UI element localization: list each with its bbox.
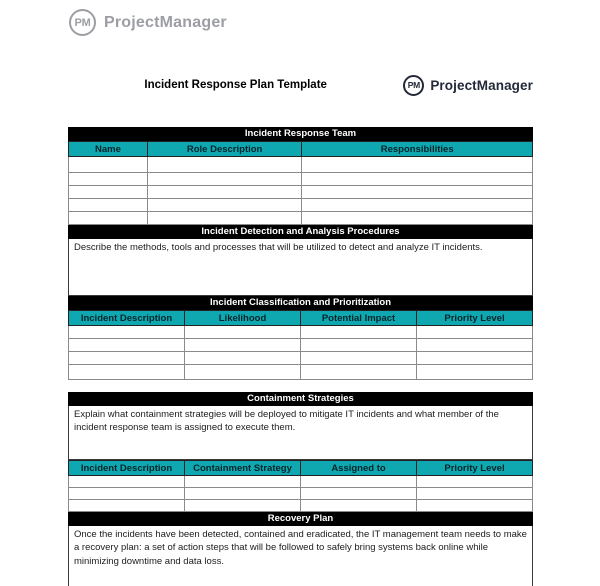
document-header [68,70,533,100]
table-row [69,212,533,225]
table-row [69,476,533,488]
table-cell[interactable] [185,500,301,512]
table-cell[interactable] [417,500,533,512]
detection-procedures-textbox[interactable] [68,239,533,296]
section-gap [68,380,533,392]
section-header-incident-response-team: Incident Response Team [68,127,533,141]
table-cell[interactable] [69,186,148,199]
containment-table-header-row [69,461,533,476]
pm-monogram-icon: PM [69,9,96,36]
header-logo [403,75,533,96]
table-row [69,500,533,512]
table-cell[interactable] [185,476,301,488]
table-cell[interactable] [417,339,533,352]
table-cell[interactable] [147,186,302,199]
table-row [69,326,533,339]
table-cell[interactable] [417,326,533,339]
table-cell[interactable] [69,326,185,339]
page-logo [69,9,227,36]
column-header-name: Name [69,142,148,157]
table-cell[interactable] [301,365,417,380]
table-cell[interactable] [69,352,185,365]
table-row [69,352,533,365]
table-cell[interactable] [185,352,301,365]
table-cell[interactable] [301,339,417,352]
section-header-recovery-plan: Recovery Plan [68,512,533,526]
table-cell[interactable] [185,326,301,339]
section-header-classification: Incident Classification and Prioritization [68,296,533,310]
table-cell[interactable] [301,352,417,365]
section-header-containment-strategies: Containment Strategies [68,392,533,406]
document-body [68,127,533,586]
containment-table [68,460,533,512]
table-cell[interactable] [69,199,148,212]
table-cell[interactable] [69,500,185,512]
column-header-role-description: Role Description [147,142,302,157]
containment-strategies-text: Explain what containment strategies will be deployed to mitigate IT incidents and what member of the incident response team is assigned to execute them. [74,409,499,434]
table-cell[interactable] [69,476,185,488]
pm-monogram-icon: PM [403,75,424,96]
table-cell[interactable] [147,212,302,225]
column-header-containment-strategy: Containment Strategy [185,461,301,476]
column-header-priority-level: Priority Level [417,461,533,476]
table-cell[interactable] [302,212,533,225]
table-cell[interactable] [69,212,148,225]
table-row [69,365,533,380]
team-table-header-row [69,142,533,157]
table-cell[interactable] [302,199,533,212]
column-header-incident-description: Incident Description [69,461,185,476]
table-cell[interactable] [302,186,533,199]
column-header-priority-level: Priority Level [417,311,533,326]
table-cell[interactable] [69,488,185,500]
page-logo-text: ProjectManager [104,13,227,31]
classification-table [68,310,533,380]
table-cell[interactable] [417,365,533,380]
table-cell[interactable] [185,339,301,352]
table-cell[interactable] [185,488,301,500]
table-cell[interactable] [417,476,533,488]
column-header-likelihood: Likelihood [185,311,301,326]
table-cell[interactable] [301,500,417,512]
document-title: Incident Response Plan Template [144,79,327,91]
table-row [69,157,533,173]
table-cell[interactable] [302,173,533,186]
table-row [69,173,533,186]
incident-response-team-table [68,141,533,225]
table-cell[interactable] [301,488,417,500]
table-row [69,488,533,500]
table-cell[interactable] [302,157,533,173]
table-row [69,339,533,352]
table-cell[interactable] [185,365,301,380]
table-cell[interactable] [147,157,302,173]
column-header-assigned-to: Assigned to [301,461,417,476]
table-cell[interactable] [417,488,533,500]
recovery-plan-textbox[interactable] [68,526,533,586]
table-row [69,186,533,199]
table-cell[interactable] [147,173,302,186]
column-header-potential-impact: Potential Impact [301,311,417,326]
column-header-incident-description: Incident Description [69,311,185,326]
table-cell[interactable] [301,476,417,488]
table-row [69,199,533,212]
table-cell[interactable] [69,365,185,380]
table-cell[interactable] [417,352,533,365]
header-logo-text: ProjectManager [430,77,533,93]
table-cell[interactable] [69,157,148,173]
classification-table-header-row [69,311,533,326]
containment-strategies-textbox[interactable] [68,406,533,460]
recovery-plan-text: Once the incidents have been detected, contained and eradicated, the IT management team needs to make a recovery plan: a set of action steps that will be followed to safely bring systems back online while minimizing downtime and data loss. [74,529,527,567]
table-cell[interactable] [147,199,302,212]
table-cell[interactable] [69,339,185,352]
table-cell[interactable] [69,173,148,186]
section-header-detection-procedures: Incident Detection and Analysis Procedures [68,225,533,239]
table-cell[interactable] [301,326,417,339]
column-header-responsibilities: Responsibilities [302,142,533,157]
detection-procedures-text: Describe the methods, tools and processes that will be utilized to detect and analyze IT incidents. [74,242,483,253]
